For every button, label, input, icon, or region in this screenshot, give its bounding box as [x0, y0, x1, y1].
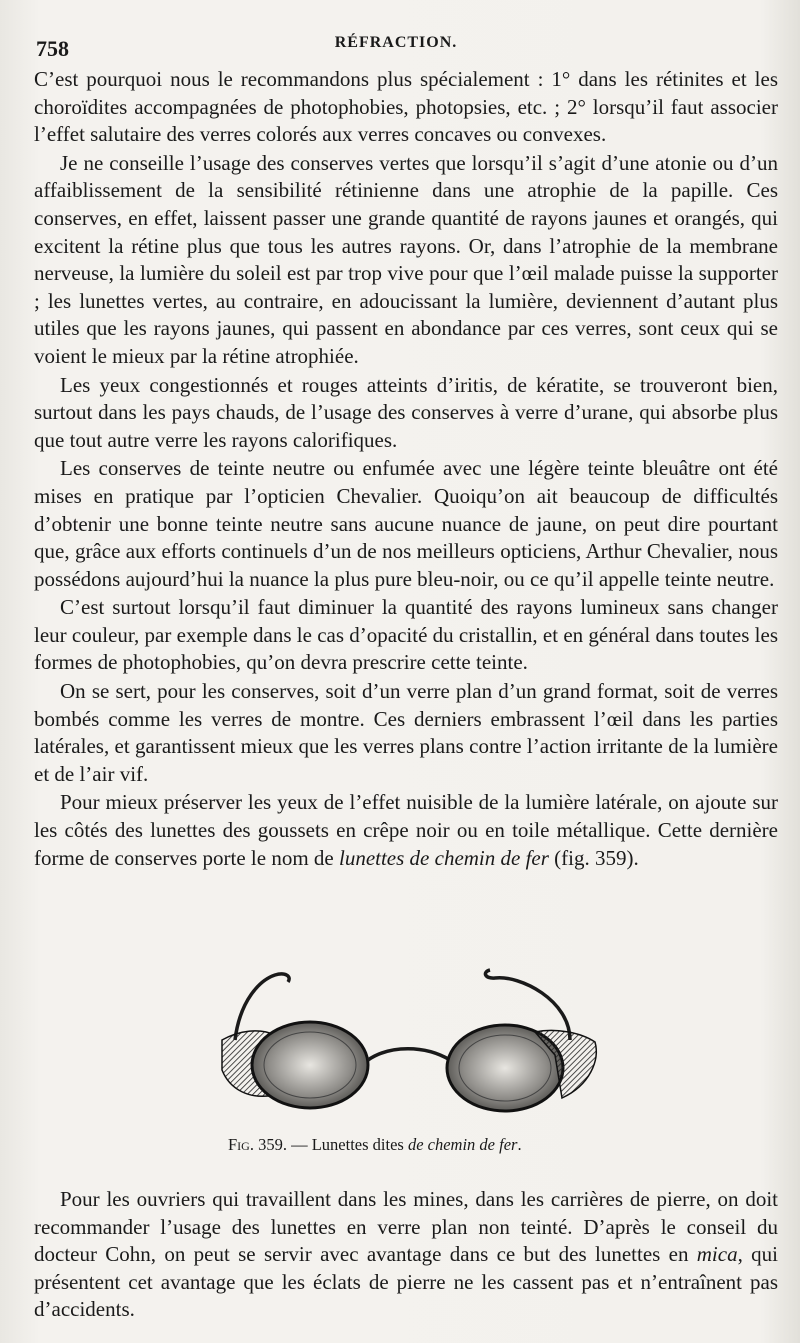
caption-italic: de chemin de fer	[407, 1135, 518, 1154]
paragraph-7	[34, 789, 778, 872]
spectacles-icon	[200, 960, 620, 1160]
running-head: RÉFRACTION.	[334, 34, 458, 51]
paragraph-2: Je ne conseille l’usage des conserves vertes que lorsqu’il s’agit d’une atonie ou d’un affaiblissement de la sensibilité rétinienne dans une atrophie de la papille. Ces conserves, en effet, laissent passer une grande quantité de rayons jaunes et orangés, qui excitent la rétine plus que tous les autres rayons. Or, dans l’atrophie de la membrane nerveuse, la lumière du soleil est par trop vive pour que l’œil malade puisse la supporter ; les lunettes vertes, au contraire, en adoucissant la lumière, deviennent d’autant plus utiles que les rayons jaunes, qui passent en abondance par ces verres, sont ceux qui se voient le mieux par la rétine atrophiée.	[34, 150, 778, 368]
paragraph-8-italic: mica	[696, 1242, 738, 1267]
paragraph-8-text: Pour les ouvriers qui travaillent dans les mines, dans les carrières de pierre, on doit recommander l’usage des lunettes en verre plan non teinté. D’après le conseil du docteur Cohn, on peut se servir avec avantage dans ce but des lunettes en	[34, 1187, 778, 1267]
paragraph-7-italic: lunettes de chemin de fer	[338, 845, 549, 870]
paragraph-4: Les conserves de teinte neutre ou enfumée avec une légère teinte bleuâtre ont été mises en pratique par l’opticien Chevalier. Quoiqu’on ait beaucoup de difficultés d’obtenir une bonne teinte neutre sans aucune nuance de jaune, on peut dire pourtant que, grâce aux efforts continuels d’un de nos meilleurs opticiens, Arthur Chevalier, nous possédons aujourd’hui la nuance la plus pure bleu-noir, ou ce qu’il appelle teinte neutre.	[34, 456, 778, 591]
paragraph-6: On se sert, pour les conserves, soit d’un verre plan d’un grand format, soit de verres bombés comme les verres de montre. Ces derniers embrassent l’œil dans les parties latérales, et garantissent mieux que les verres plans contre l’action irritante de la lumière et de l’air vif.	[34, 679, 778, 786]
paragraph-1: C’est pourquoi nous le recommandons plus spécialement : 1° dans les rétinites et les choroïdites accompagnées de photophobies, photopsies, etc. ; 2° lorsqu’il faut associer l’effet salutaire des verres colorés aux verres concaves ou convexes.	[34, 67, 778, 147]
page-header	[32, 30, 760, 61]
caption-end: .	[517, 1135, 522, 1154]
page-number: 758	[36, 36, 69, 61]
caption-label: Fig. 359.	[228, 1135, 287, 1154]
spectacles-illustration	[200, 960, 620, 1160]
body-text-after-figure	[34, 1186, 778, 1324]
paragraph-5: C’est surtout lorsqu’il faut diminuer la quantité des rayons lumineux sans changer leur couleur, par exemple dans le cas d’opacité du cristallin, et en général dans toutes les formes de photophobies, qu’on devra prescrire cette teinte.	[34, 595, 778, 675]
paragraph-8	[34, 1186, 778, 1324]
figure-caption	[228, 1135, 522, 1155]
paragraph-3: Les yeux congestionnés et rouges atteints d’iritis, de kératite, se trouveront bien, surtout dans les pays chauds, de l’usage des conserves à verre d’urane, qui absorbe plus que tout autre verre les rayons calorifiques.	[34, 372, 778, 452]
caption-text: — Lunettes dites	[286, 1135, 408, 1154]
paragraph-7-text: Pour mieux préserver les yeux de l’effet nuisible de la lumière latérale, on ajoute sur les côtés des lunettes des goussets en crêpe noir ou en toile métallique. Cette dernière forme de conserves porte le nom de	[34, 790, 778, 870]
body-text	[34, 66, 778, 873]
paragraph-7-tail: (fig. 359).	[548, 845, 639, 870]
paragraph-8-tail: , qui présentent cet avantage que les éclats de pierre ne les cassent pas et n’entraînent pas d’accidents.	[34, 1242, 778, 1322]
